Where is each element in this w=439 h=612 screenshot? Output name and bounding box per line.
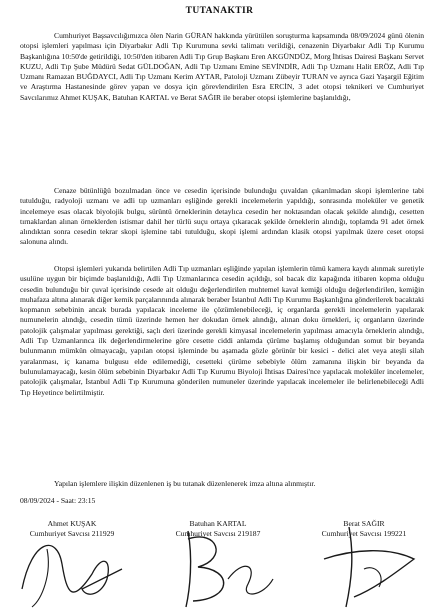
paragraph-3: Otopsi işlemleri yukarıda belirtilen Adli Tıp uzmanları eşliğinde yapılan işlemlerin tümü kamera kaydı alınmak suretiyle usulüne uygun bir biçimde başlanıldığı, Adli Tıp Uzmanlarınca cesedin açıldığı, sol bacak diz kapağında itibaren kopma olduğu cesedin bulunduğu bir çuval içerisinde cesede ait olduğu değerlendirilen muhtemel kaval kemiği olduğu değerlendirilen, kemiğin muhafaza altına alınarak diğer kemik parçalarınında alınarak beraber İstanbul Adli Tıp Kurumu Başkanlığına gönderilerek bacaktaki kopmanın sebebinin ancak burada yapılacak inceleme ile çözümlenebileceği, iç organlarda gerekli incelemelerin yapılarak numunelerin alındığı, cesedin tümü üzerinde hemen her dokudan örnek alındığı, alınan doku örnekleri, iç organların üzerinde patolojik çalışmalar yapılması gerektiği, saçlı deri üzerinde gerekli kimyasal incelemelerin yapılması amacıyla örneklerin alındığı, Adli Tıp Uzmanlarınca ilk değerlendirmelerine göre cesette ciddi anlamda çürüme başlamış olduğundan somut bir beyanda bulunmanın mümkün olmayacağı, yapılan otopsi işleminde bu aşamada gözle görünür bir kesici - delici alet veya ateşli silah yaralanması, iç kanama bulgusu elde edilemediği, cesetteki çürüme sebebiyle ölüm zamanına ilişkin bir beyanda da bulunulamayacağı, kesin ölüm sebebinin Diyarbakır Adli Tıp Kurumu Biyoloji İhtisas Dairesi'nce yapılacak moleküler incelemeler, patolojik çalışmalar, İstanbul Adli Tıp Kurumuna gönderilen numuneler üzerinde yapılacak incelemeler ile belirlenebileceği Adli Tıp Heyetince belirtilmiştir. [20,264,424,397]
signatory-title: Cumhuriyet Savcısı 219187 [175,529,261,539]
paragraph-2: Cenaze bütünlüğü bozulmadan önce ve cesedin içerisinde bulunduğu çuvaldan çıkarılmadan skopi işlemlerine tabi tutulduğu, radyoloji uzmanı ve adli tıp uzmanları eşliğinde gerekli incelemelerin yapıldığı, sonrasında moleküler ve genetik incelemeye esas olacak biyolojik bulgu, sürüntü örneklerinin detaylıca cesedin her noktasından olacak şekilde alındığı, cesetten tırnaklardan alınan örneklerden istismar dahil her türlü suçu ortaya çıkaracak şekilde örneklerin alındığı, toplamda 91 adet örnek alındıktan sonra cesedin tekrar skopi işlemine tabi tutulduğu, skopi işlemi ardından klasik otopsi yapılmak üzere ceset otopsi salonuna alındı. [20,186,424,247]
signatory-name: Berat SAĞIR [343,519,385,528]
signatory-title: Cumhuriyet Savcısı 211929 [29,529,115,539]
paragraph-4: Yapılan işlemlere ilişkin düzenlenen iş bu tutanak düzenlenerek imza altına alınmıştır. [54,479,316,488]
signatory-name: Ahmet KUŞAK [47,519,97,528]
dateline: 08/09/2024 - Saat: 23:15 [20,496,96,505]
signatory-title: Cumhuriyet Savcısı 199221 [321,529,407,539]
document-title: TUTANAKTIR [185,6,254,16]
signature-block-1 [2,519,142,539]
paragraph-1: Cumhuriyet Başsavcılığımızca ölen Narin GÜRAN hakkında yürütülen soruşturma kapsamında 08/09/2024 günü ölenin otopsi işlemleri yapılması için Diyarbakır Adli Tıp Kurumuna sevki talimatı verildiği, cenazenin Diyarbakır Adli Tıp Kurumu Başkanlığına 10:50'de getirildiği, 10:50'den itibaren Adli Tıp Grup Başkanı Eren AKGÜNDÜZ, Morg İhtisas Dairesi Başkanı Servet KUZU, Adli Tıp Şube Müdürü Sedat GÜLDOĞAN, Adli Tıp Uzmanı Emine SEVİNDİR, Adli Tıp Uzmanı Halit ERÖZ, Adli Tıp Uzmanı Ramazan BUĞDAYCI, Adli Tıp Uzmanı Kerim AYTAR, Patoloji Uzmanı Zübeyir TURAN ve ayrıca Gazi Yaşargil Eğitim ve Araştırma Hastanesinde görev yapan ve dosya için görevlendirilen Esra ERCİN, 3 adet otopsi teknikeri ve Cumhuriyet Savcılarımız Ahmet KUŞAK, Batuhan KARTAL ve Berat SAĞIR ile beraber otopsi işlemlerine başlanıldığı, [20,31,424,102]
signature-block-2 [148,519,288,539]
signature-block-3 [294,519,434,539]
signatory-name: Batuhan KARTAL [189,519,247,528]
